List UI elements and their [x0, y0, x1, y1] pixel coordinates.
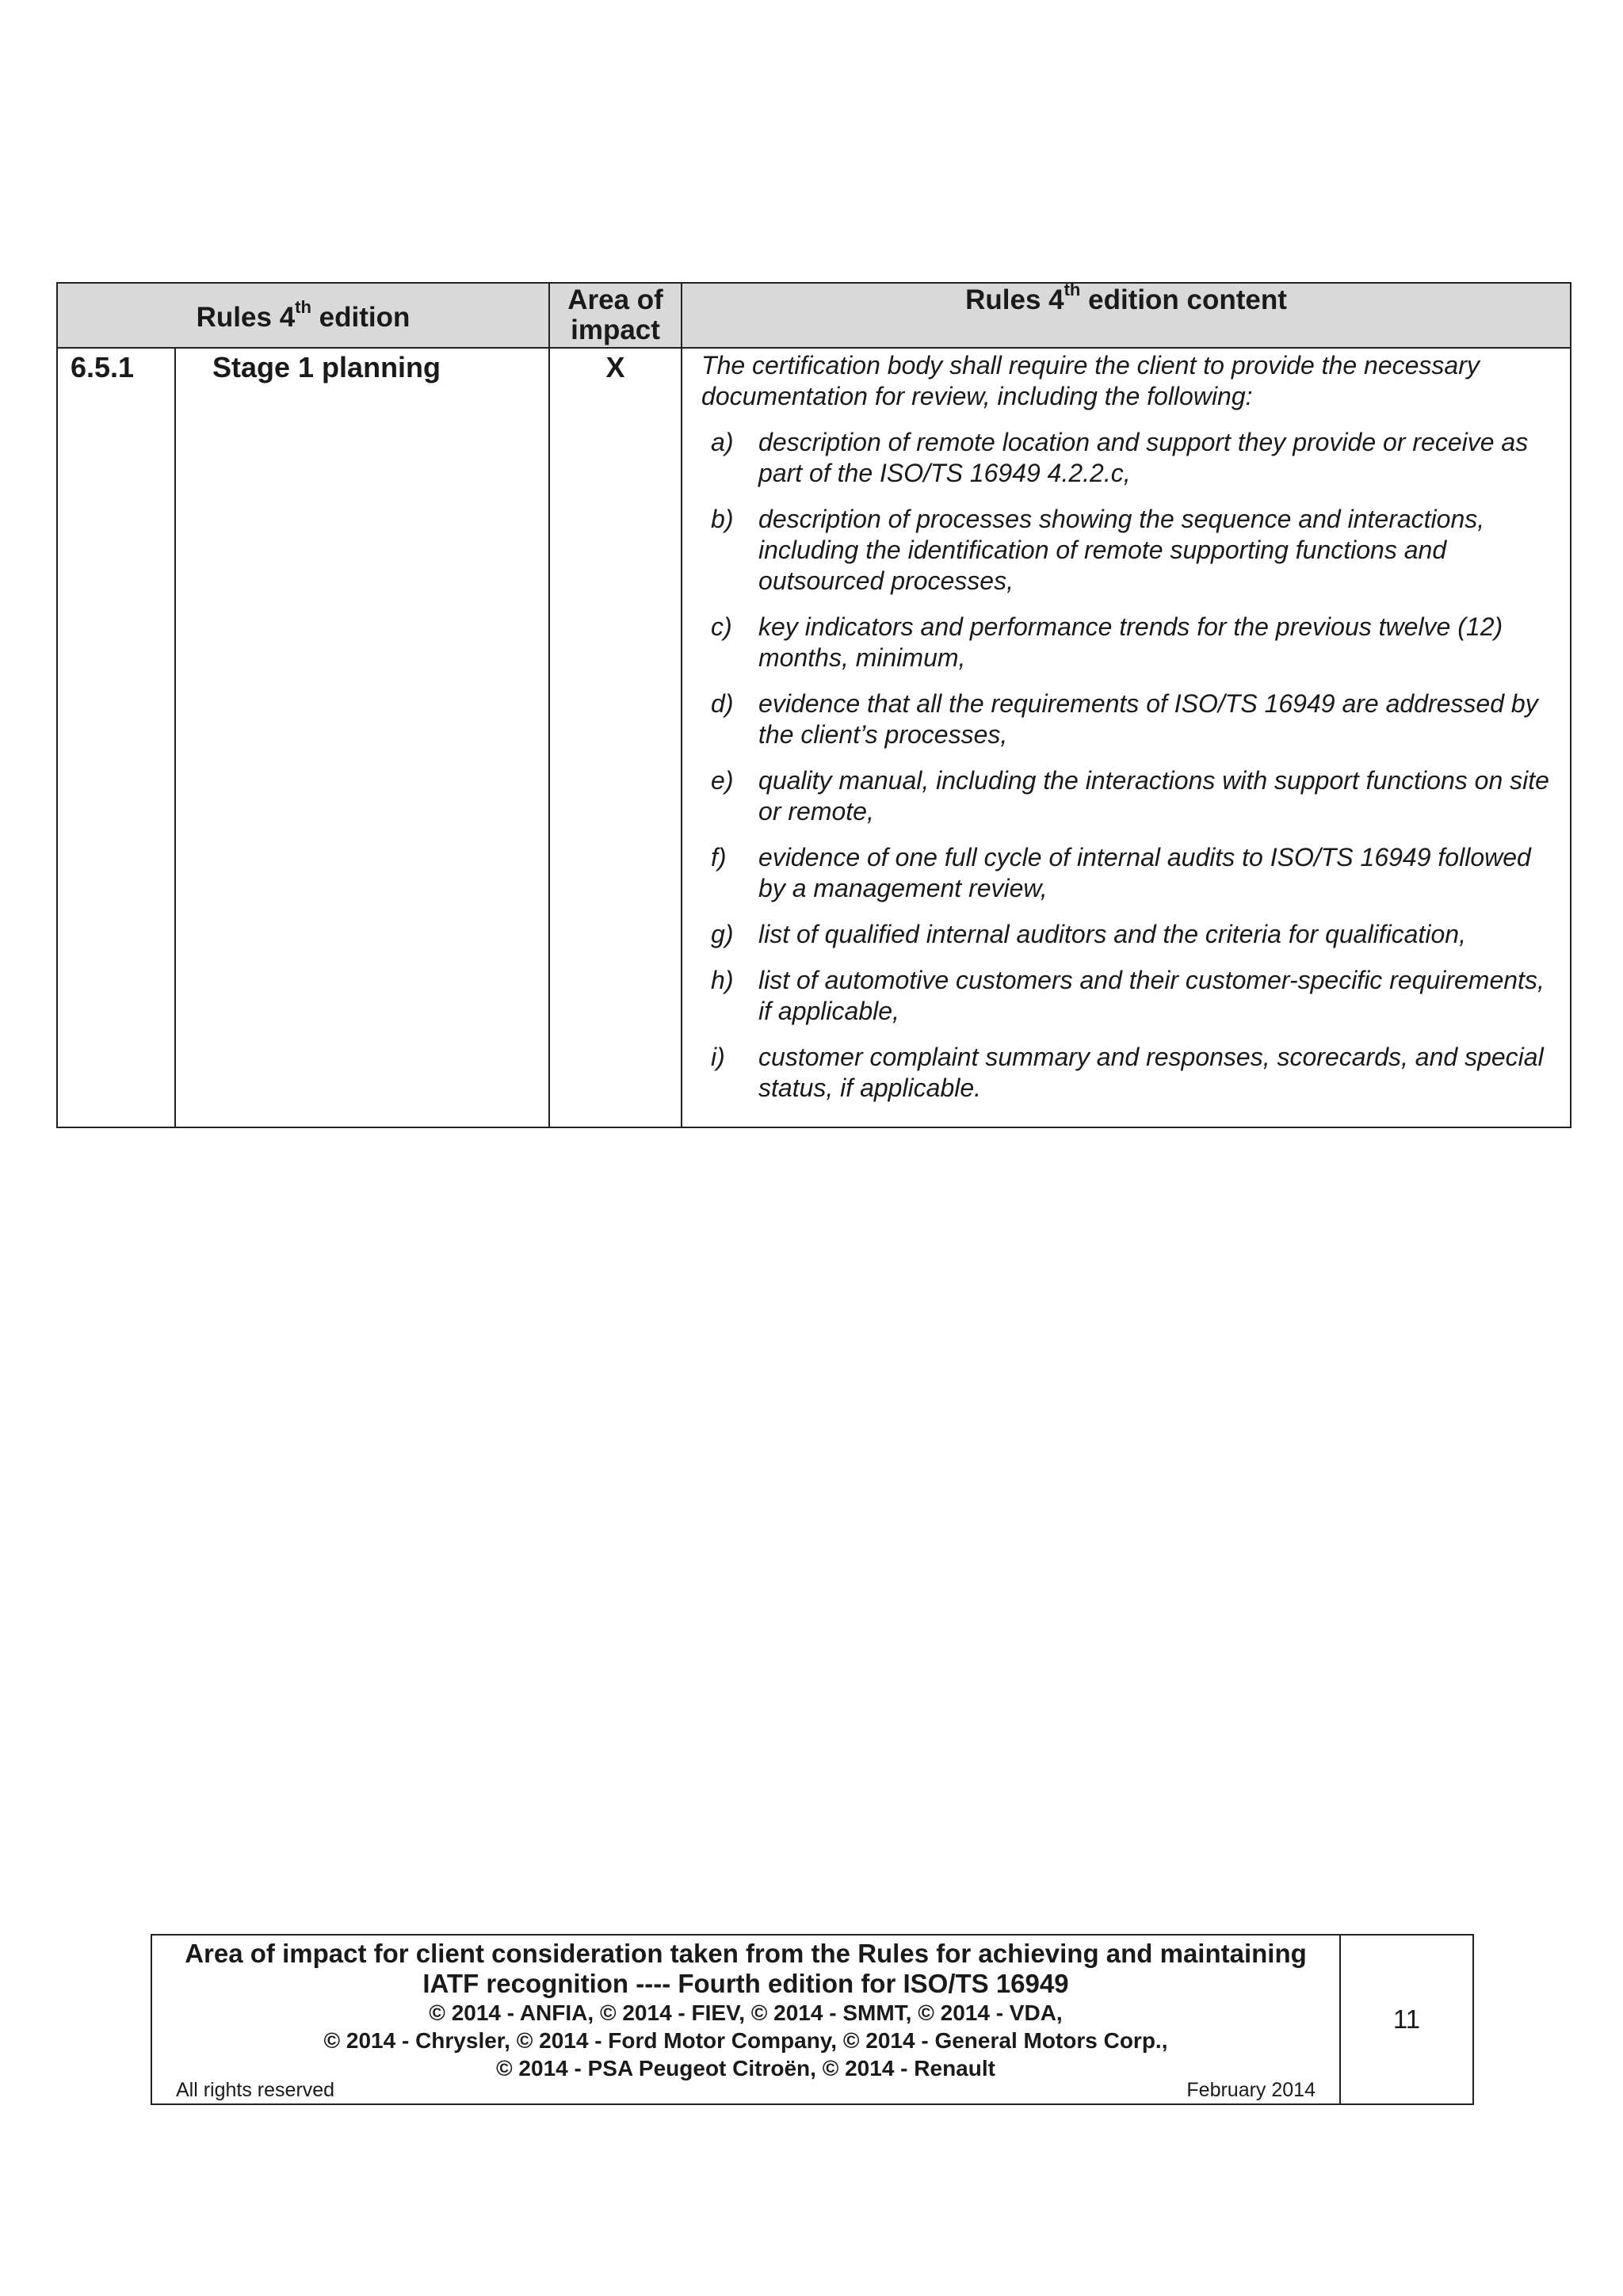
list-item: [701, 427, 1549, 489]
content-intro: The certification body shall require the client to provide the necessary documentation for review, including the following:: [701, 351, 1480, 410]
list-item: [701, 688, 1549, 750]
list-item-text: description of remote location and support they provide or receive as part of the ISO/TS 16949 4.2.2.c,: [758, 428, 1529, 487]
list-item-letter: c): [711, 612, 732, 641]
list-item: [701, 919, 1549, 950]
header-edition-content: [682, 280, 1571, 348]
list-item-text: evidence that all the requirements of ISO/TS 16949 are addressed by the client’s processes,: [758, 689, 1538, 749]
content-cell: [682, 348, 1571, 1127]
footer-copyright-line3: © 2014 - PSA Peugeot Citroën, © 2014 - Renault: [496, 2056, 995, 2081]
list-item-text: list of qualified internal auditors and the criteria for qualification,: [758, 920, 1466, 948]
header-rules-edition: [57, 283, 549, 348]
header-content-sup: th: [1064, 280, 1081, 300]
rules-table: [56, 282, 1571, 1128]
list-item-text: customer complaint summary and responses, scorecards, and special status, if applicable.: [758, 1043, 1544, 1102]
footer-text-cell: [151, 1935, 1340, 2104]
requirements-list: [701, 427, 1549, 1104]
list-item-letter: i): [711, 1043, 725, 1071]
footer-title-line1: Area of impact for client consideration taken from the Rules for achieving and maintaining: [185, 1939, 1307, 1968]
header-rules-suffix: edition: [311, 302, 411, 333]
header-area-line2: impact: [571, 315, 660, 345]
list-item-letter: g): [711, 920, 734, 948]
footer-bottom-line: [176, 2078, 1316, 2102]
list-item-letter: f): [711, 843, 727, 871]
page-number: 11: [1340, 1935, 1473, 2104]
list-item: [701, 965, 1549, 1027]
table-row: [57, 348, 1571, 1127]
list-item-text: description of processes showing the sequence and interactions, including the identification of remote supporting functions and outsourced processes,: [758, 505, 1485, 595]
header-content-prefix: Rules 4: [965, 284, 1064, 315]
list-item-letter: a): [711, 428, 734, 456]
footer-rights: All rights reserved: [176, 2079, 335, 2101]
footer-date: February 2014: [1186, 2079, 1316, 2101]
footer-title-line2: IATF recognition ---- Fourth edition for ISO/TS 16949: [422, 1969, 1069, 1998]
list-item-letter: b): [711, 505, 734, 533]
header-rules-sup: th: [295, 297, 311, 318]
page-footer: [151, 1934, 1474, 2105]
section-title: Stage 1 planning: [175, 348, 549, 1127]
list-item: [701, 1042, 1549, 1104]
list-item-text: key indicators and performance trends for the previous twelve (12) months, minimum,: [758, 612, 1503, 672]
list-item: [701, 612, 1549, 673]
header-rules-prefix: Rules 4: [196, 302, 296, 333]
list-item: [701, 765, 1549, 827]
list-item-text: evidence of one full cycle of internal audits to ISO/TS 16949 followed by a management review,: [758, 843, 1531, 902]
header-area-of-impact: [549, 283, 682, 348]
list-item-letter: d): [711, 689, 734, 718]
footer-copyright-line2: © 2014 - Chrysler, © 2014 - Ford Motor Company, © 2014 - General Motors Corp.,: [323, 2028, 1168, 2053]
list-item: [701, 842, 1549, 904]
impact-mark: X: [549, 348, 682, 1127]
list-item-letter: h): [711, 966, 734, 994]
footer-copyright-line1: © 2014 - ANFIA, © 2014 - FIEV, © 2014 - SMMT, © 2014 - VDA,: [429, 2000, 1063, 2025]
header-area-line1: Area of: [567, 284, 663, 315]
list-item-letter: e): [711, 766, 734, 795]
list-item-text: quality manual, including the interactions with support functions on site or remote,: [758, 766, 1549, 826]
list-item-text: list of automotive customers and their customer-specific requirements, if applicable,: [758, 966, 1545, 1025]
section-number: 6.5.1: [57, 348, 175, 1127]
header-content-suffix: edition content: [1080, 284, 1287, 315]
table-header-row: [57, 283, 1571, 348]
list-item: [701, 504, 1549, 597]
